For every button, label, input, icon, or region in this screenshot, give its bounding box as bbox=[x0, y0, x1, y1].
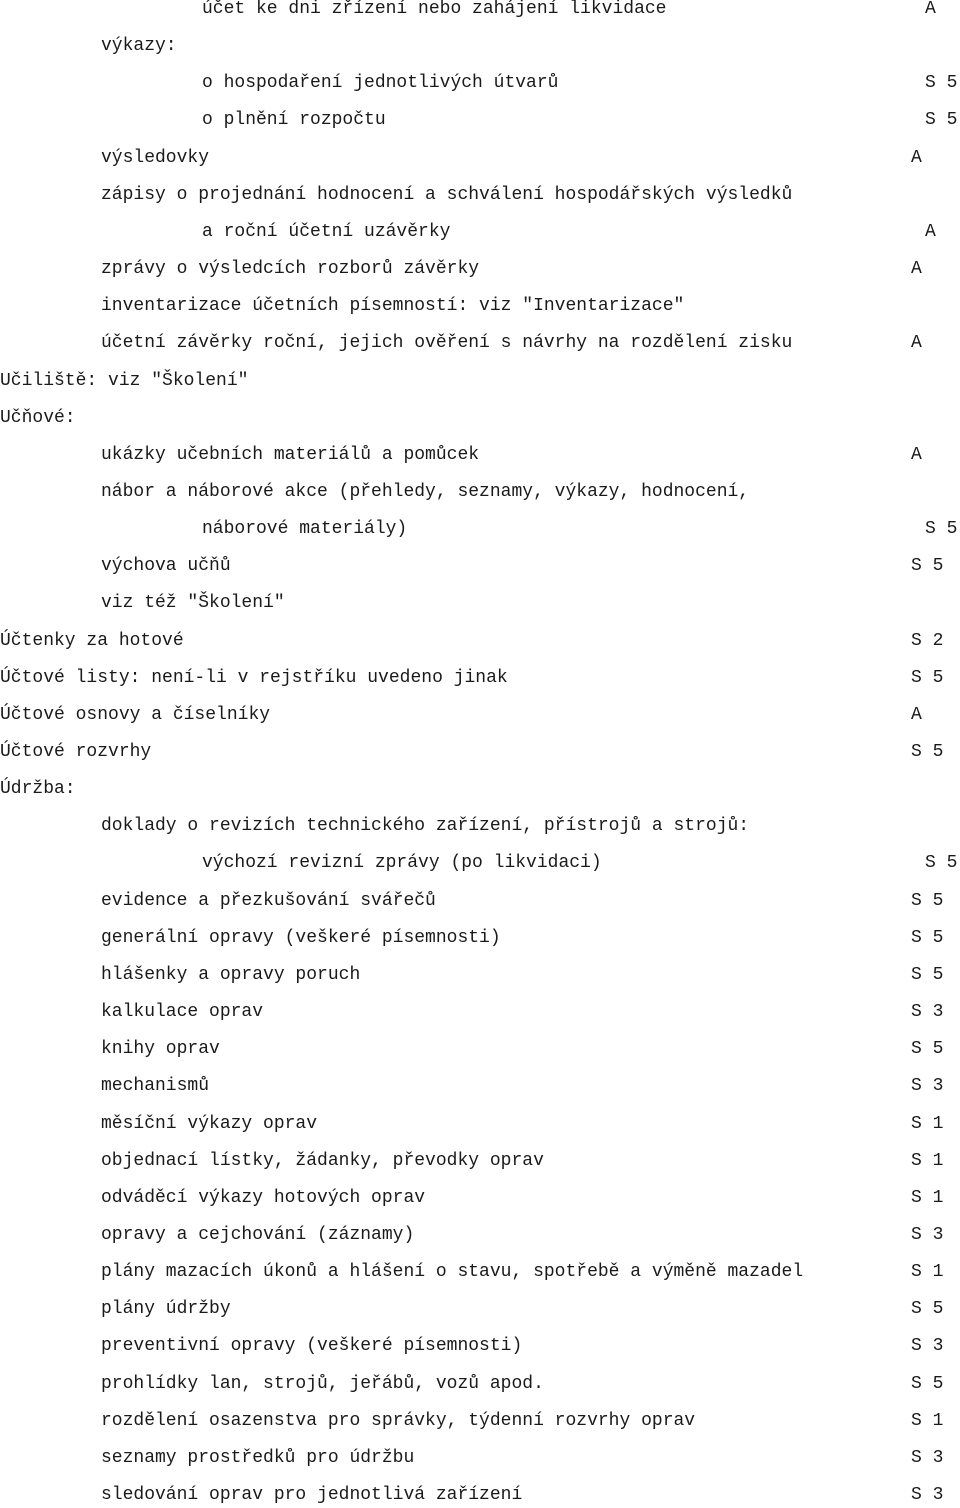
entry-text: výkazy: bbox=[101, 36, 177, 57]
retention-code: S 3 bbox=[911, 1224, 944, 1245]
register-entry bbox=[0, 517, 960, 541]
register-entry bbox=[0, 480, 960, 504]
retention-code: S 5 bbox=[925, 73, 958, 94]
entry-text: a roční účetní uzávěrky bbox=[202, 221, 451, 242]
register-entry bbox=[0, 1112, 960, 1136]
register-entry bbox=[0, 331, 960, 355]
retention-code: S 5 bbox=[911, 890, 944, 911]
entry-text: účet ke dni zřízení nebo zahájení likvidace bbox=[202, 0, 667, 19]
register-entry bbox=[0, 703, 960, 727]
retention-code: S 3 bbox=[911, 1447, 944, 1468]
entry-text: Učňové: bbox=[0, 407, 76, 428]
entry-text: výsledovky bbox=[101, 147, 210, 168]
entry-text: prohlídky lan, strojů, jeřábů, vozů apod. bbox=[101, 1373, 544, 1394]
register-entry bbox=[0, 1000, 960, 1024]
retention-code: S 5 bbox=[911, 1299, 944, 1320]
register-entry bbox=[0, 889, 960, 913]
retention-code: A bbox=[911, 333, 922, 354]
register-entry bbox=[0, 591, 960, 615]
retention-code: A bbox=[925, 221, 936, 242]
retention-code: A bbox=[911, 444, 922, 465]
register-entry bbox=[0, 814, 960, 838]
register-entry bbox=[0, 34, 960, 58]
register-entry bbox=[0, 108, 960, 132]
entry-text: generální opravy (veškeré písemnosti) bbox=[101, 927, 501, 948]
retention-code: S 5 bbox=[911, 964, 944, 985]
entry-text: kalkulace oprav bbox=[101, 1002, 264, 1023]
register-entry bbox=[0, 926, 960, 950]
register-entry bbox=[0, 257, 960, 281]
retention-code: S 3 bbox=[911, 1485, 944, 1505]
entry-text: náborové materiály) bbox=[202, 519, 408, 540]
register-entry bbox=[0, 1149, 960, 1173]
register-entry bbox=[0, 629, 960, 653]
entry-text: rozdělení osazenstva pro správky, týdenní rozvrhy oprav bbox=[101, 1410, 696, 1431]
retention-code: S 5 bbox=[911, 742, 944, 762]
retention-code: S 1 bbox=[911, 1150, 944, 1171]
entry-text: viz též "Školení" bbox=[101, 593, 285, 614]
register-entry bbox=[0, 777, 960, 801]
retention-code: S 5 bbox=[911, 667, 944, 688]
retention-code: S 1 bbox=[911, 1187, 944, 1208]
register-entry bbox=[0, 0, 960, 21]
retention-code: A bbox=[911, 704, 922, 725]
entry-text: měsíční výkazy oprav bbox=[101, 1113, 318, 1134]
entry-text: inventarizace účetních písemností: viz "Inventarizace" bbox=[101, 296, 685, 317]
entry-text: mechanismů bbox=[101, 1076, 210, 1097]
register-entry bbox=[0, 1409, 960, 1433]
entry-text: knihy oprav bbox=[101, 1039, 220, 1060]
entry-text: Účtové osnovy a číselníky bbox=[0, 704, 271, 725]
register-entry bbox=[0, 1334, 960, 1358]
retention-code: S 5 bbox=[911, 927, 944, 948]
entry-text: preventivní opravy (veškeré písemnosti) bbox=[101, 1336, 523, 1357]
register-entry bbox=[0, 369, 960, 393]
retention-code: S 1 bbox=[911, 1113, 944, 1134]
retention-code: S 2 bbox=[911, 630, 944, 651]
entry-text: Účtové listy: není-li v rejstříku uvedeno jinak bbox=[0, 667, 508, 688]
retention-code: S 5 bbox=[911, 1039, 944, 1060]
entry-text: sledování oprav pro jednotlivá zařízení bbox=[101, 1485, 523, 1505]
retention-code: S 5 bbox=[925, 853, 958, 874]
entry-text: hlášenky a opravy poruch bbox=[101, 964, 361, 985]
register-entry bbox=[0, 406, 960, 430]
entry-text: opravy a cejchování (záznamy) bbox=[101, 1224, 415, 1245]
retention-code: S 1 bbox=[911, 1410, 944, 1431]
entry-text: nábor a náborové akce (přehledy, seznamy, výkazy, hodnocení, bbox=[101, 481, 750, 502]
retention-code: S 3 bbox=[911, 1076, 944, 1097]
retention-code: S 5 bbox=[911, 556, 944, 577]
register-entry bbox=[0, 554, 960, 578]
register-entry bbox=[0, 666, 960, 690]
register-entry bbox=[0, 963, 960, 987]
register-entry bbox=[0, 1446, 960, 1470]
retention-code: A bbox=[925, 0, 936, 19]
entry-text: o plnění rozpočtu bbox=[202, 110, 386, 131]
entry-text: zápisy o projednání hodnocení a schválení hospodářských výsledků bbox=[101, 184, 793, 205]
entry-text: Účtenky za hotové bbox=[0, 630, 184, 651]
retention-code: S 3 bbox=[911, 1002, 944, 1023]
register-entry bbox=[0, 146, 960, 170]
retention-code: S 3 bbox=[911, 1336, 944, 1357]
entry-text: evidence a přezkušování svářečů bbox=[101, 890, 436, 911]
retention-code: S 5 bbox=[911, 1373, 944, 1394]
register-entry bbox=[0, 1074, 960, 1098]
register-entry bbox=[0, 1483, 960, 1507]
entry-text: seznamy prostředků pro údržbu bbox=[101, 1447, 415, 1468]
entry-text: plány mazacích úkonů a hlášení o stavu, spotřebě a výměně mazadel bbox=[101, 1262, 804, 1283]
entry-text: Učiliště: viz "Školení" bbox=[0, 370, 249, 391]
register-entry bbox=[0, 71, 960, 95]
entry-text: Údržba: bbox=[0, 779, 76, 800]
entry-text: ukázky učebních materiálů a pomůcek bbox=[101, 444, 480, 465]
register-entry bbox=[0, 1372, 960, 1396]
register-entry bbox=[0, 1037, 960, 1061]
register-entry bbox=[0, 851, 960, 875]
entry-text: zprávy o výsledcích rozborů závěrky bbox=[101, 259, 480, 280]
entry-text: výchozí revizní zprávy (po likvidaci) bbox=[202, 853, 602, 874]
entry-text: odváděcí výkazy hotových oprav bbox=[101, 1187, 426, 1208]
entry-text: účetní závěrky roční, jejich ověření s návrhy na rozdělení zisku bbox=[101, 333, 793, 354]
register-entry bbox=[0, 1260, 960, 1284]
register-entry bbox=[0, 294, 960, 318]
register-entry bbox=[0, 740, 960, 764]
retention-code: S 1 bbox=[911, 1262, 944, 1283]
entry-text: Účtové rozvrhy bbox=[0, 742, 152, 762]
register-entry bbox=[0, 1223, 960, 1247]
entry-text: objednací lístky, žádanky, převodky oprav bbox=[101, 1150, 544, 1171]
register-entry bbox=[0, 183, 960, 207]
entry-text: plány údržby bbox=[101, 1299, 231, 1320]
register-entry bbox=[0, 1297, 960, 1321]
retention-code: S 5 bbox=[925, 110, 958, 131]
retention-code: S 5 bbox=[925, 519, 958, 540]
retention-code: A bbox=[911, 147, 922, 168]
retention-code: A bbox=[911, 259, 922, 280]
register-entry bbox=[0, 1186, 960, 1210]
register-entry bbox=[0, 443, 960, 467]
entry-text: doklady o revizích technického zařízení, přístrojů a strojů: bbox=[101, 816, 750, 837]
entry-text: o hospodaření jednotlivých útvarů bbox=[202, 73, 559, 94]
register-entry bbox=[0, 220, 960, 244]
entry-text: výchova učňů bbox=[101, 556, 231, 577]
